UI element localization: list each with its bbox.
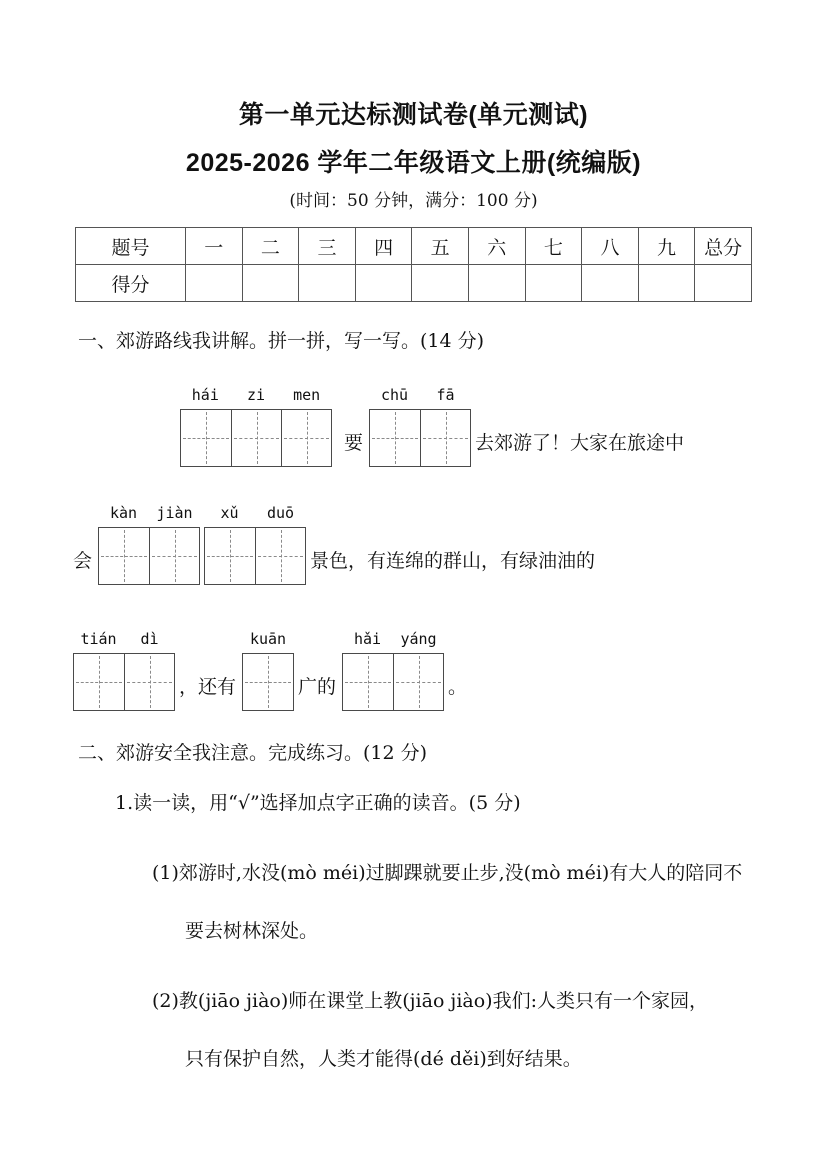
inline-text: 广的 bbox=[298, 676, 337, 698]
score-table-header-cell: 九 bbox=[638, 228, 695, 265]
pinyin-syllable: yáng bbox=[400, 630, 437, 648]
tianzige-cell[interactable] bbox=[181, 410, 231, 466]
inline-text: 会 bbox=[73, 550, 93, 572]
time-score-info: (时间：50 分钟，满分：100 分) bbox=[289, 191, 538, 211]
pinyin-syllable: hái bbox=[191, 386, 219, 404]
pinyin-label bbox=[204, 504, 306, 522]
score-table-header-cell: 七 bbox=[525, 228, 582, 265]
score-table-header-cell: 三 bbox=[299, 228, 356, 265]
tianzige-cell[interactable] bbox=[74, 654, 124, 710]
pinyin-write-row-1 bbox=[0, 386, 827, 467]
writing-grid-xuduo bbox=[204, 504, 306, 585]
writing-grid-tiandi bbox=[73, 630, 175, 711]
writing-grid-haizimen bbox=[180, 386, 332, 467]
q1-text-line-2: 要去树林深处。 bbox=[185, 920, 319, 942]
score-table-header-cell: 六 bbox=[468, 228, 525, 265]
section-one-heading: 一、郊游路线我讲解。拼一拼，写一写。(14 分) bbox=[78, 330, 485, 352]
tianzige-box bbox=[98, 527, 200, 585]
q2-text-line-2: 只有保护自然，人类才能得(dé děi)到好结果。 bbox=[185, 1048, 582, 1070]
score-cell[interactable] bbox=[186, 265, 243, 302]
pinyin-syllable: zi bbox=[246, 386, 266, 404]
tianzige-cell[interactable] bbox=[420, 410, 470, 466]
score-table-header-cell: 八 bbox=[582, 228, 639, 265]
pinyin-syllable: men bbox=[293, 386, 321, 404]
q1-text-line-1: (1)郊游时,水没(mò méi)过脚踝就要止步,没(mò méi)有大人的陪同不 bbox=[152, 862, 743, 884]
score-cell[interactable] bbox=[355, 265, 412, 302]
tianzige-box bbox=[73, 653, 175, 711]
pinyin-write-row-2 bbox=[0, 504, 827, 585]
score-table-header-cell: 五 bbox=[412, 228, 469, 265]
pinyin-syllable: duō bbox=[266, 504, 295, 522]
score-table-header-cell: 题号 bbox=[76, 228, 186, 265]
pinyin-syllable: xǔ bbox=[220, 504, 239, 522]
score-table-header-cell: 总分 bbox=[695, 228, 752, 265]
q2-text-line-1: (2)教(jiāo jiào)师在课堂上教(jiāo jiào)我们:人类只有一个家园， bbox=[152, 990, 708, 1012]
pinyin-label bbox=[73, 630, 175, 648]
pinyin-syllable: jiàn bbox=[156, 504, 193, 522]
pinyin-label bbox=[342, 630, 444, 648]
tianzige-cell[interactable] bbox=[343, 654, 393, 710]
pinyin-label bbox=[180, 386, 332, 404]
score-table-header-cell: 一 bbox=[186, 228, 243, 265]
tianzige-cell[interactable] bbox=[231, 410, 281, 466]
tianzige-box bbox=[180, 409, 332, 467]
tianzige-cell[interactable] bbox=[370, 410, 420, 466]
inline-text: ，还有 bbox=[179, 676, 237, 698]
score-row bbox=[76, 265, 752, 302]
tianzige-cell[interactable] bbox=[205, 528, 255, 584]
score-cell[interactable] bbox=[468, 265, 525, 302]
score-table-header-row bbox=[76, 228, 752, 265]
pinyin-label bbox=[369, 386, 471, 404]
inline-text: 景色，有连绵的群山，有绿油油的 bbox=[310, 550, 596, 572]
inline-text: 去郊游了！大家在旅途中 bbox=[475, 432, 685, 454]
score-cell[interactable] bbox=[525, 265, 582, 302]
tianzige-box bbox=[342, 653, 444, 711]
pinyin-syllable: kàn bbox=[109, 504, 138, 522]
pinyin-syllable: chū bbox=[380, 386, 409, 404]
tianzige-cell[interactable] bbox=[149, 528, 199, 584]
score-cell[interactable] bbox=[695, 265, 752, 302]
score-cell[interactable] bbox=[582, 265, 639, 302]
tianzige-cell[interactable] bbox=[393, 654, 443, 710]
tianzige-box bbox=[242, 653, 294, 711]
tianzige-box bbox=[369, 409, 471, 467]
writing-grid-chufa bbox=[369, 386, 471, 467]
score-table-header-cell: 二 bbox=[242, 228, 299, 265]
pinyin-syllable: fā bbox=[436, 386, 455, 404]
tianzige-cell[interactable] bbox=[281, 410, 331, 466]
inline-text: 。 bbox=[448, 676, 468, 698]
score-table bbox=[75, 227, 752, 302]
writing-grid-kuan bbox=[242, 630, 294, 711]
score-cell[interactable] bbox=[299, 265, 356, 302]
score-table-header-cell: 四 bbox=[355, 228, 412, 265]
tianzige-box bbox=[204, 527, 306, 585]
paper-title-line1: 第一单元达标测试卷(单元测试) bbox=[238, 101, 589, 129]
question-1-instruction: 1.读一读，用“√”选择加点字正确的读音。(5 分) bbox=[115, 792, 521, 814]
inline-text: 要 bbox=[344, 432, 364, 454]
pinyin-syllable: kuān bbox=[249, 630, 287, 648]
writing-grid-kanjian bbox=[98, 504, 200, 585]
tianzige-cell[interactable] bbox=[243, 654, 293, 710]
score-row-label: 得分 bbox=[76, 265, 186, 302]
score-cell[interactable] bbox=[412, 265, 469, 302]
pinyin-syllable: tián bbox=[80, 630, 117, 648]
pinyin-write-row-3 bbox=[0, 630, 827, 711]
pinyin-label bbox=[98, 504, 200, 522]
pinyin-syllable: dì bbox=[140, 630, 159, 648]
score-cell[interactable] bbox=[638, 265, 695, 302]
tianzige-cell[interactable] bbox=[124, 654, 174, 710]
section-two-heading: 二、郊游安全我注意。完成练习。(12 分) bbox=[78, 742, 428, 764]
writing-grid-haiyang bbox=[342, 630, 444, 711]
pinyin-label bbox=[242, 630, 294, 648]
score-cell[interactable] bbox=[242, 265, 299, 302]
tianzige-cell[interactable] bbox=[99, 528, 149, 584]
pinyin-syllable: hǎi bbox=[353, 630, 382, 648]
paper-title-line2: 2025-2026 学年二年级语文上册(统编版) bbox=[185, 149, 642, 177]
tianzige-cell[interactable] bbox=[255, 528, 305, 584]
